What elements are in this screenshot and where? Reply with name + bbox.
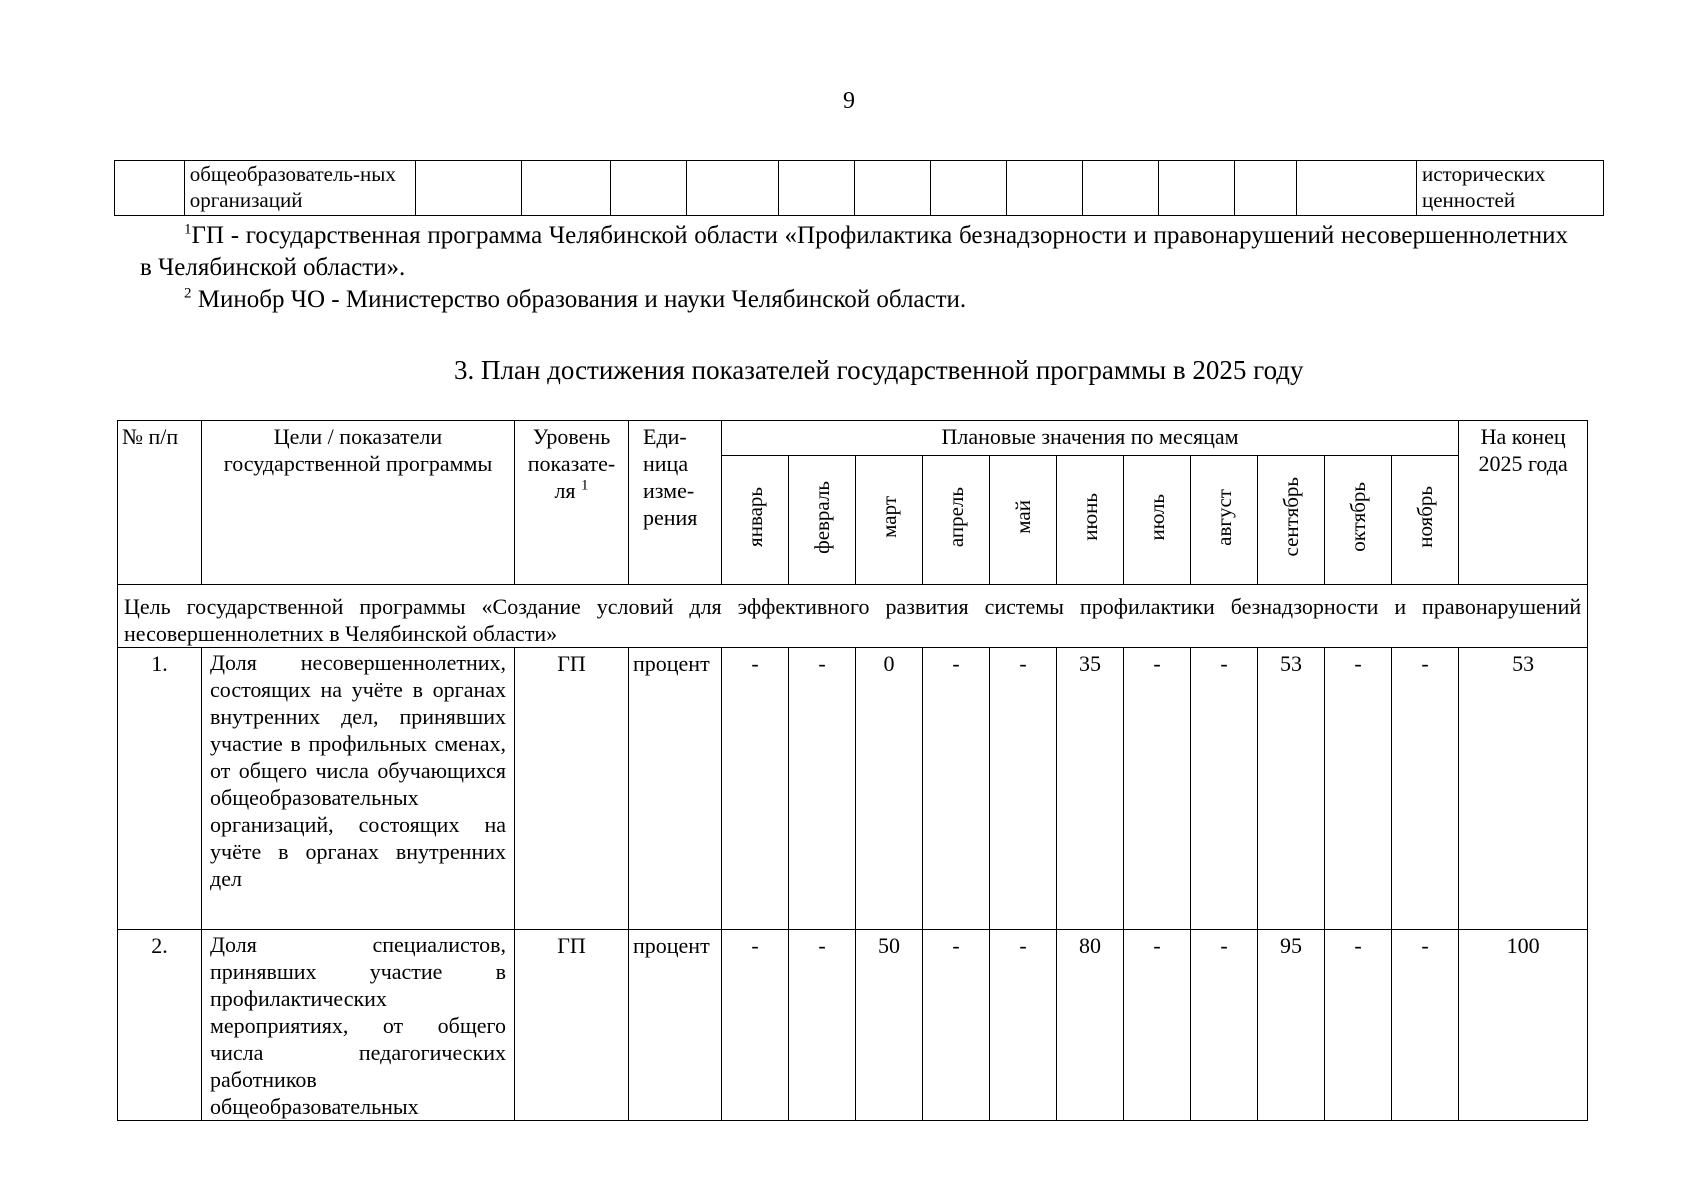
month-label: май xyxy=(1011,500,1035,534)
header-month xyxy=(789,456,856,585)
month-label: июль xyxy=(1145,493,1169,541)
indicator-name: Доля несовершеннолетних, состоящих на учёте в органах внутренних дел, принявших участие в профильных сменах, от общего числа обучающихся общеобразовательных организаций, состоящих на учёте в органах внутренних дел xyxy=(202,648,515,930)
indicator-name: Доля специалистов, принявших участие в профилактических мероприятиях, от общего числа педагогических работников общеобразовательных xyxy=(202,930,515,1121)
month-value: - xyxy=(1124,930,1191,1121)
month-value: - xyxy=(1392,648,1459,930)
footnote-2: $^2$ Минобр ЧО - Министерство образования и науки Челябинской области. xyxy=(184,285,967,313)
goal-row xyxy=(118,585,1588,648)
month-value: - xyxy=(722,648,789,930)
row-number: 2. xyxy=(118,930,202,1121)
month-value: - xyxy=(990,930,1057,1121)
indicator-level: ГП xyxy=(515,930,629,1121)
header-month xyxy=(1258,456,1325,585)
footnotes xyxy=(140,220,1568,316)
end-value: 53 xyxy=(1459,648,1588,930)
indicator-level: ГП xyxy=(515,648,629,930)
footnote-1: $^1$ГП - государственная программа Челябинской области «Профилактика безнадзорности и правонарушений несовершеннолетних в Челябинской области». xyxy=(140,221,1568,281)
month-label: март xyxy=(877,496,901,538)
month-label: август xyxy=(1212,488,1236,546)
month-value: 35 xyxy=(1057,648,1124,930)
month-value: - xyxy=(1191,648,1258,930)
header-month xyxy=(990,456,1057,585)
page-number: 9 xyxy=(843,88,855,114)
month-label: октябрь xyxy=(1346,482,1370,552)
header-level: Уровень показате-ля $^1$ xyxy=(515,421,629,585)
header-num: № п/п xyxy=(118,421,202,585)
header-end: На конец 2025 года xyxy=(1459,421,1588,585)
header-planned: Плановые значения по месяцам xyxy=(722,421,1459,456)
indicator-unit: процент xyxy=(629,648,722,930)
indicator-unit: процент xyxy=(629,930,722,1121)
month-value: 95 xyxy=(1258,930,1325,1121)
month-value: - xyxy=(722,930,789,1121)
month-label: февраль xyxy=(810,480,834,554)
row-number: 1. xyxy=(118,648,202,930)
month-value: - xyxy=(789,930,856,1121)
header-month xyxy=(722,456,789,585)
month-value: 80 xyxy=(1057,930,1124,1121)
header-month xyxy=(923,456,990,585)
values-cell: исторических ценностей xyxy=(1416,161,1603,216)
month-value: - xyxy=(990,648,1057,930)
table-row xyxy=(118,930,1588,1121)
month-value: 53 xyxy=(1258,648,1325,930)
month-value: - xyxy=(923,930,990,1121)
plan-table xyxy=(117,420,1588,1121)
month-label: апрель xyxy=(944,486,968,548)
header-month xyxy=(856,456,923,585)
month-value: - xyxy=(789,648,856,930)
month-value: - xyxy=(1392,930,1459,1121)
continuation-table xyxy=(114,160,1604,216)
header-row xyxy=(118,421,1588,456)
organization-cell: общеобразователь-ных организаций xyxy=(184,161,415,216)
header-month xyxy=(1392,456,1459,585)
month-value: - xyxy=(1325,930,1392,1121)
month-label: январь xyxy=(743,487,767,547)
month-label: июнь xyxy=(1078,493,1102,541)
month-value: - xyxy=(1191,930,1258,1121)
header-goal: Цели / показатели государственной программы xyxy=(202,421,515,585)
header-unit: Еди-ница изме-рения xyxy=(629,421,722,585)
end-value: 100 xyxy=(1459,930,1588,1121)
header-month xyxy=(1057,456,1124,585)
header-month xyxy=(1325,456,1392,585)
month-value: - xyxy=(923,648,990,930)
section-title: 3. План достижения показателей государственной программы в 2025 году xyxy=(454,355,1304,385)
goal-text: Цель государственной программы «Создание условий для эффективного развития системы профилактики безнадзорности и правонарушений несовершеннолетних в Челябинской области» xyxy=(118,585,1588,648)
table-row xyxy=(115,161,1604,216)
month-value: - xyxy=(1124,648,1191,930)
month-label: ноябрь xyxy=(1413,486,1438,548)
header-month xyxy=(1191,456,1258,585)
table-row xyxy=(118,648,1588,930)
header-month xyxy=(1124,456,1191,585)
month-label: сентябрь xyxy=(1279,477,1303,557)
month-value: 50 xyxy=(856,930,923,1121)
month-value: 0 xyxy=(856,648,923,930)
month-value: - xyxy=(1325,648,1392,930)
